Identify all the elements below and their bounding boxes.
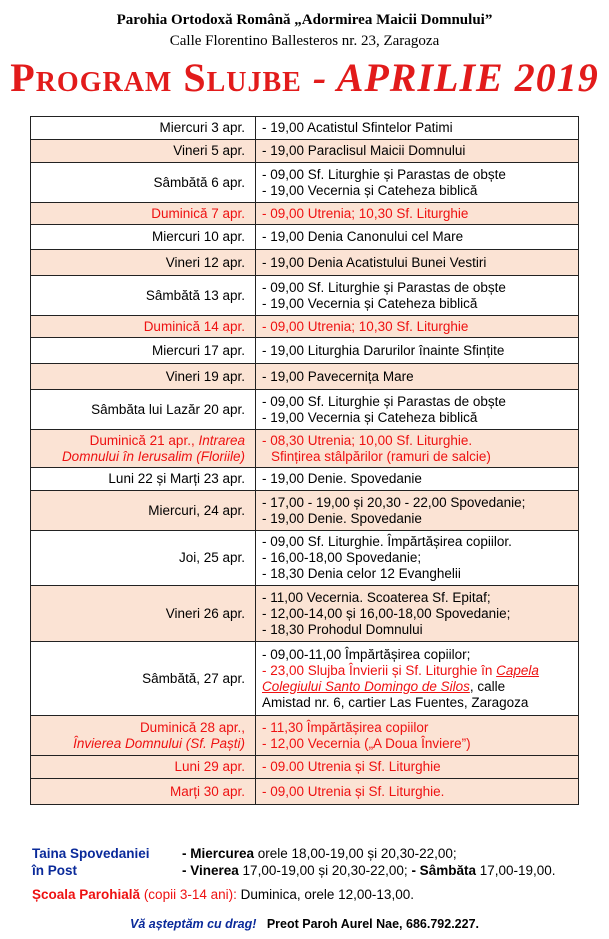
row-events [256,531,579,586]
schedule-row [31,716,579,756]
confession-label: Taina Spovedaniei [32,846,150,861]
schedule-row [31,203,579,225]
row-events [256,586,579,642]
event-line-easter [262,663,574,679]
schedule-row [31,250,579,276]
confession-label-cont: în Post [32,863,78,878]
title-month: APRILIE 2019 [336,55,599,100]
row-events [256,338,579,364]
row-events [256,491,579,531]
schedule-row [31,642,579,716]
event-line: - 09,00 Sf. Liturghie și Parastas de obște [262,393,506,409]
row-events [256,203,579,225]
priest-contact: Preot Paroh Aurel Nae, 686.792.227. [266,917,479,931]
event-line: - 09,00 Sf. Liturghie și Parastas de obște [262,166,506,182]
schedule-row [31,316,579,338]
title-program: Program Slujbe [10,55,302,100]
easter-service: - 23,00 Slujba Învierii și Sf. Liturghie în [262,662,493,678]
event-line: - 12,00 Vecernia („A Doua Înviere”) [262,735,471,751]
event-line: - 09,00 Utrenia; 10,30 Sf. Liturghie [262,205,469,221]
venue-address: Amistad nr. 6, cartier Las Fuentes, Zaragoza [262,694,529,710]
event-line: - 16,00-18,00 Spovedanie; [262,550,422,565]
event-line: - 19,00 Paraclisul Maicii Domnului [262,143,466,158]
venue-link[interactable]: Capela [496,662,539,678]
row-day: Vineri 12 apr. [31,250,256,276]
page-title [0,54,609,101]
schedule-row [31,491,579,531]
schedule-row [31,586,579,642]
row-events [256,140,579,163]
row-events [256,779,579,805]
schedule-row [31,430,579,468]
venue-street: , calle [469,678,506,694]
row-day: Vineri 19 apr. [31,364,256,390]
row-events [256,716,579,756]
event-line: - 19,00 Vecernia și Cateheza biblică [262,409,478,425]
row-day: Sâmbătă 13 apr. [31,276,256,316]
row-events [256,756,579,779]
event-line: - 09,00 Utrenia și Sf. Liturghie. [262,783,445,799]
confession-line-1 [32,846,457,861]
row-events [256,364,579,390]
row-day: Sâmbăta lui Lazăr 20 apr. [31,390,256,430]
row-events [256,642,579,716]
event-line: - 08,30 Utrenia; 10,00 Sf. Liturghie. [262,432,473,448]
row-day [31,716,256,756]
schedule-row [31,756,579,779]
school-label: Școala Parohială [32,887,141,902]
day-label: Duminică 28 apr., [139,719,245,735]
row-day: Sâmbătă 6 apr. [31,163,256,203]
row-day: Duminică 7 apr. [31,203,256,225]
schedule-row [31,276,579,316]
event-line: - 09.00 Utrenia și Sf. Liturghie [262,759,441,774]
venue-link-cont[interactable]: Colegiului Santo Domingo de Silos [262,678,470,694]
parish-address: Calle Florentino Ballesteros nr. 23, Zaragoza [169,33,440,49]
row-day [31,430,256,468]
row-events [256,117,579,140]
closing-greeting: Vă așteptăm cu drag! [129,917,257,931]
event-line: - 11,00 Vecernia. Scoaterea Sf. Epitaf; [262,589,491,605]
schedule-row [31,338,579,364]
wednesday-label: - Miercurea [182,846,255,861]
schedule-row [31,468,579,491]
day-label: Duminică 21 apr., [89,432,195,448]
friday-label: - Vinerea [182,863,239,878]
event-line: - 19,00 Denia Canonului cel Mare [262,229,464,244]
row-events [256,430,579,468]
event-line: - 19,00 Denia Acatistului Bunei Vestiri [262,254,487,270]
friday-hours: 17,00-19,00 și 20,30-22,00; [238,863,412,878]
event-line: Sfințirea stâlpărilor (ramuri de salcie) [271,448,491,464]
school-ages: (copii 3-14 ani): [140,887,237,902]
school-hours: Duminica, orele 12,00-13,00. [236,887,414,902]
schedule-row [31,117,579,140]
wednesday-hours: orele 18,00-19,00 și 20,30-22,00; [254,846,457,861]
row-day: Vineri 5 apr. [31,140,256,163]
event-line: - 19,00 Liturghia Darurilor înainte Sfințite [262,342,505,358]
event-line: - 19,00 Pavecernița Mare [262,368,414,384]
row-day: Sâmbătă, 27 apr. [31,642,256,716]
row-events [256,468,579,491]
event-line: - 19,00 Vecernia și Cateheza biblică [262,295,478,311]
parish-name: Parohia Ortodoxă Română „Adormirea Maicii Domnului” [116,12,493,28]
row-day: Miercuri, 24 apr. [31,491,256,531]
parish-school-line [32,887,414,902]
row-day: Miercuri 10 apr. [31,225,256,250]
row-day: Luni 29 apr. [31,756,256,779]
row-day: Vineri 26 apr. [31,586,256,642]
row-events [256,163,579,203]
closing-line [0,917,609,931]
feast-name: Învierea Domnului (Sf. Paști) [73,735,245,751]
event-line: - 11,30 Împărtășirea copiilor [262,719,429,735]
event-line: - 19,00 Denie. Spovedanie [262,510,422,526]
event-line: - 18,30 Prohodul Domnului [262,621,423,637]
event-line: - 19,00 Acatistul Sfintelor Patimi [262,120,453,135]
row-day: Miercuri 17 apr. [31,338,256,364]
row-day: Joi, 25 apr. [31,531,256,586]
event-line: - 18,30 Denia celor 12 Evanghelii [262,566,461,581]
schedule-row [31,225,579,250]
event-line: - 19,00 Vecernia și Cateheza biblică [262,182,478,198]
confession-line-2 [32,863,556,878]
row-day: Duminică 14 apr. [31,316,256,338]
event-line: - 09,00 Sf. Liturghie. Împărtășirea copiilor. [262,534,512,549]
schedule-row [31,779,579,805]
feast-name: Intrarea [198,432,245,448]
event-line: - 12,00-14,00 și 16,00-18,00 Spovedanie; [262,605,511,621]
saturday-hours: 17,00-19,00. [475,863,556,878]
row-events [256,316,579,338]
row-events [256,225,579,250]
schedule-row [31,364,579,390]
row-events [256,390,579,430]
schedule-row [31,390,579,430]
row-events [256,276,579,316]
event-line: - 09,00-11,00 Împărtășirea copiilor; [262,646,471,662]
schedule-row [31,140,579,163]
event-line: - 17,00 - 19,00 și 20,30 - 22,00 Spovedanie; [262,494,526,510]
row-day: Luni 22 și Marți 23 apr. [31,468,256,491]
row-day: Miercuri 3 apr. [31,117,256,140]
row-day: Marți 30 apr. [31,779,256,805]
event-line: - 09,00 Utrenia; 10,30 Sf. Liturghie [262,318,469,334]
schedule-row [31,531,579,586]
row-events [256,250,579,276]
schedule-row [31,163,579,203]
schedule-table [30,116,579,805]
feast-name-cont: Domnului în Ierusalim (Floriile) [61,448,245,464]
title-separator: - [301,55,337,100]
event-line: - 19,00 Denie. Spovedanie [262,471,422,486]
saturday-label: - Sâmbăta [411,863,476,878]
event-line: - 09,00 Sf. Liturghie și Parastas de obște [262,279,506,295]
